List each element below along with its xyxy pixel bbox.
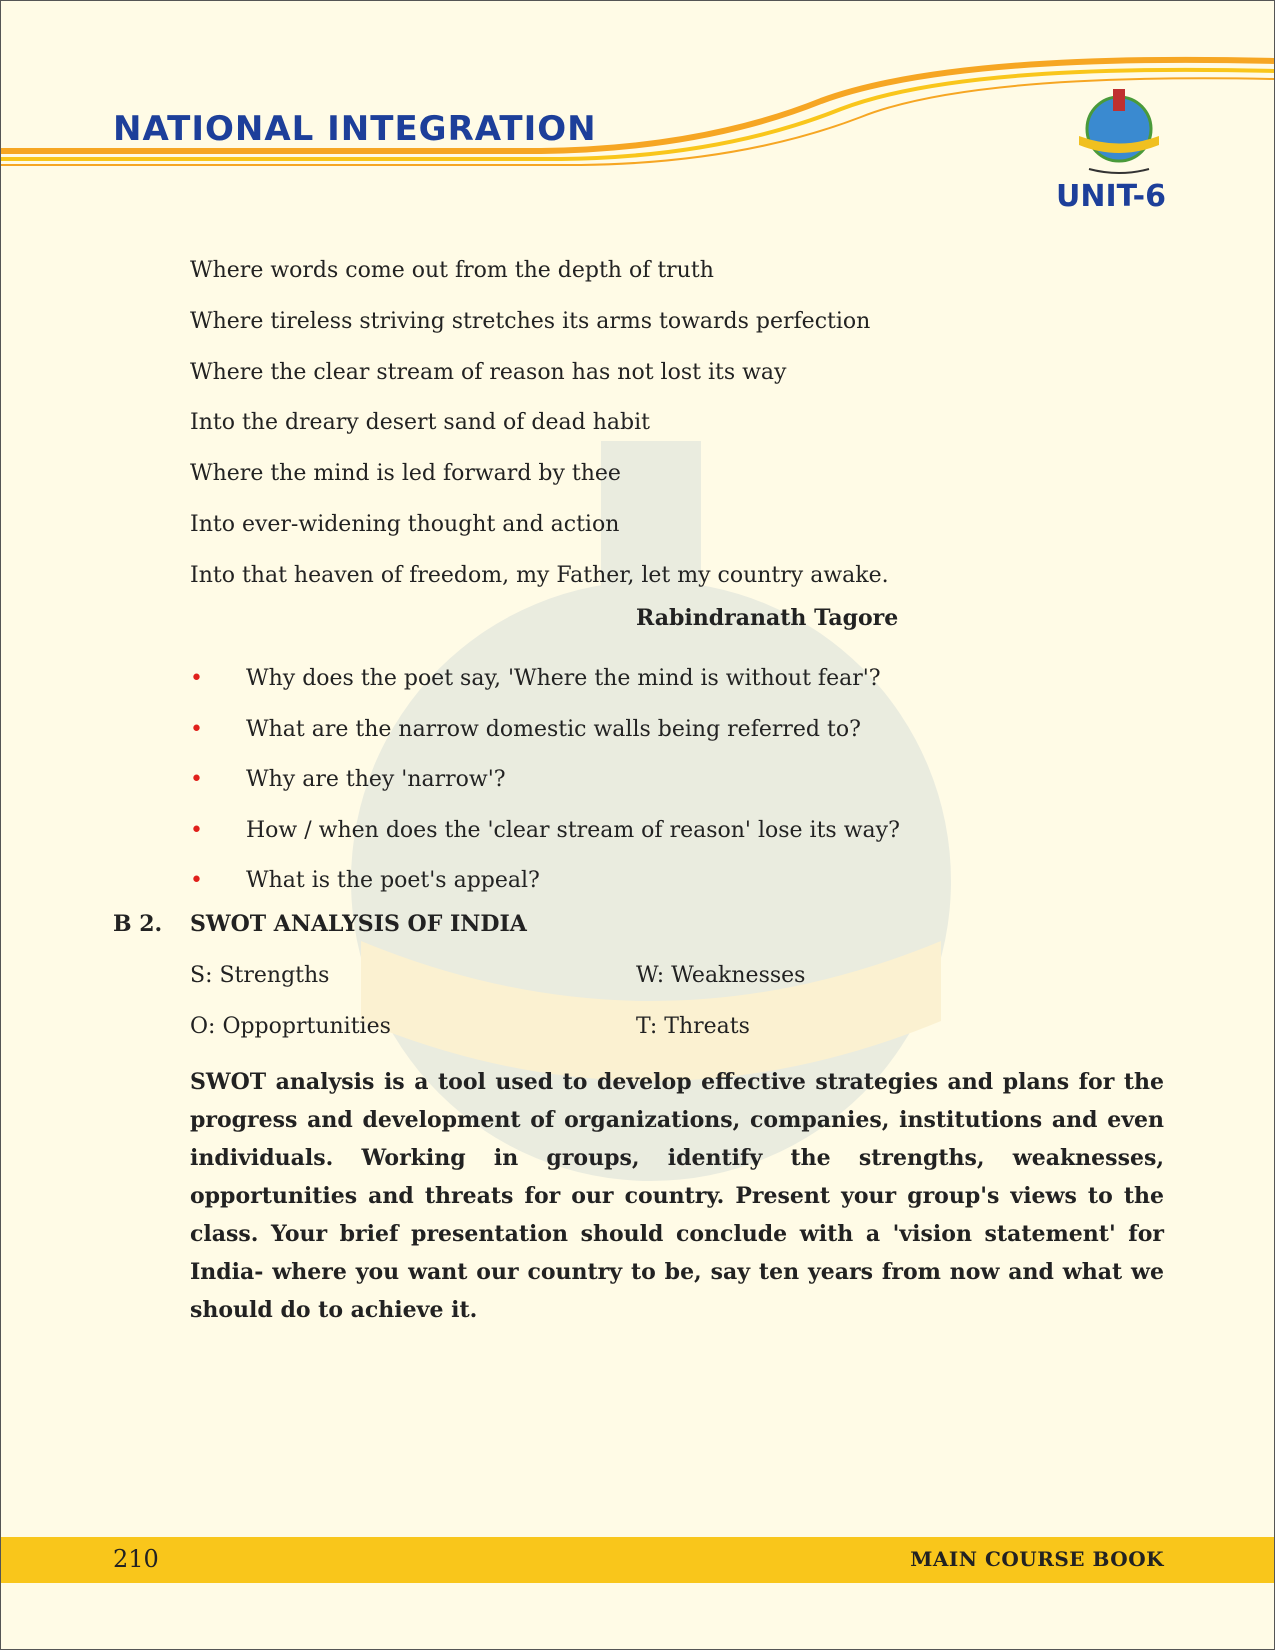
unit-label: UNIT-6: [1056, 179, 1167, 214]
poem: [190, 246, 1090, 602]
swot-opportunities: O: Oppoprtunities: [190, 1014, 391, 1039]
bullet-icon: •: [190, 868, 203, 894]
question-item: [190, 654, 1190, 705]
emblem-logo: [1069, 81, 1169, 181]
bullet-icon: •: [190, 767, 203, 793]
question-item: [190, 705, 1190, 756]
unit-title: NATIONAL INTEGRATION: [113, 109, 597, 149]
book-title: MAIN COURSE BOOK: [910, 1547, 1164, 1571]
swot-instructions: SWOT analysis is a tool used to develop effective strategies and plans for the progress and development of organizations, companies, institutions and even individuals. Working in groups, identify the strengths, weaknesses, opportunities and threats for our country. Present your group's views to the class. Your brief presentation should conclude with a 'vision statement' for India- where you want our country to be, say ten years from now and what we should do to achieve it.: [190, 1069, 1164, 1323]
poem-author: Rabindranath Tagore: [636, 605, 899, 631]
section-number: B 2.: [113, 911, 163, 937]
question-list: [190, 654, 1190, 907]
swot-threats: T: Threats: [636, 1014, 750, 1039]
question-text: Why does the poet say, 'Where the mind is without fear'?: [246, 666, 881, 691]
poem-line: Where the mind is led forward by thee: [190, 461, 621, 487]
poem-line: Where tireless striving stretches its arms towards perfection: [190, 308, 871, 334]
bullet-icon: •: [190, 716, 203, 742]
bullet-icon: •: [190, 666, 203, 691]
footer-bar: [1, 1537, 1274, 1583]
swot-strengths: S: Strengths: [190, 963, 330, 988]
question-item: [190, 755, 1190, 806]
page-number: 210: [113, 1545, 159, 1573]
poem-line: Into ever-widening thought and action: [190, 511, 620, 537]
poem-line: Into the dreary desert sand of dead habit: [190, 410, 650, 436]
poem-line: Where the clear stream of reason has not lost its way: [190, 359, 787, 385]
question-text: How / when does the 'clear stream of reason' lose its way?: [246, 817, 900, 843]
section-title: SWOT ANALYSIS OF INDIA: [190, 911, 527, 937]
question-item: [190, 856, 1190, 907]
bullet-icon: •: [190, 817, 203, 843]
question-text: What are the narrow domestic walls being referred to?: [246, 716, 861, 742]
poem-line: Where words come out from the depth of truth: [190, 258, 714, 283]
question-item: [190, 806, 1190, 857]
swot-weaknesses: W: Weaknesses: [636, 963, 806, 988]
question-text: What is the poet's appeal?: [246, 868, 540, 894]
poem-line: Into that heaven of freedom, my Father, let my country awake.: [190, 562, 889, 588]
question-text: Why are they 'narrow'?: [246, 767, 506, 793]
